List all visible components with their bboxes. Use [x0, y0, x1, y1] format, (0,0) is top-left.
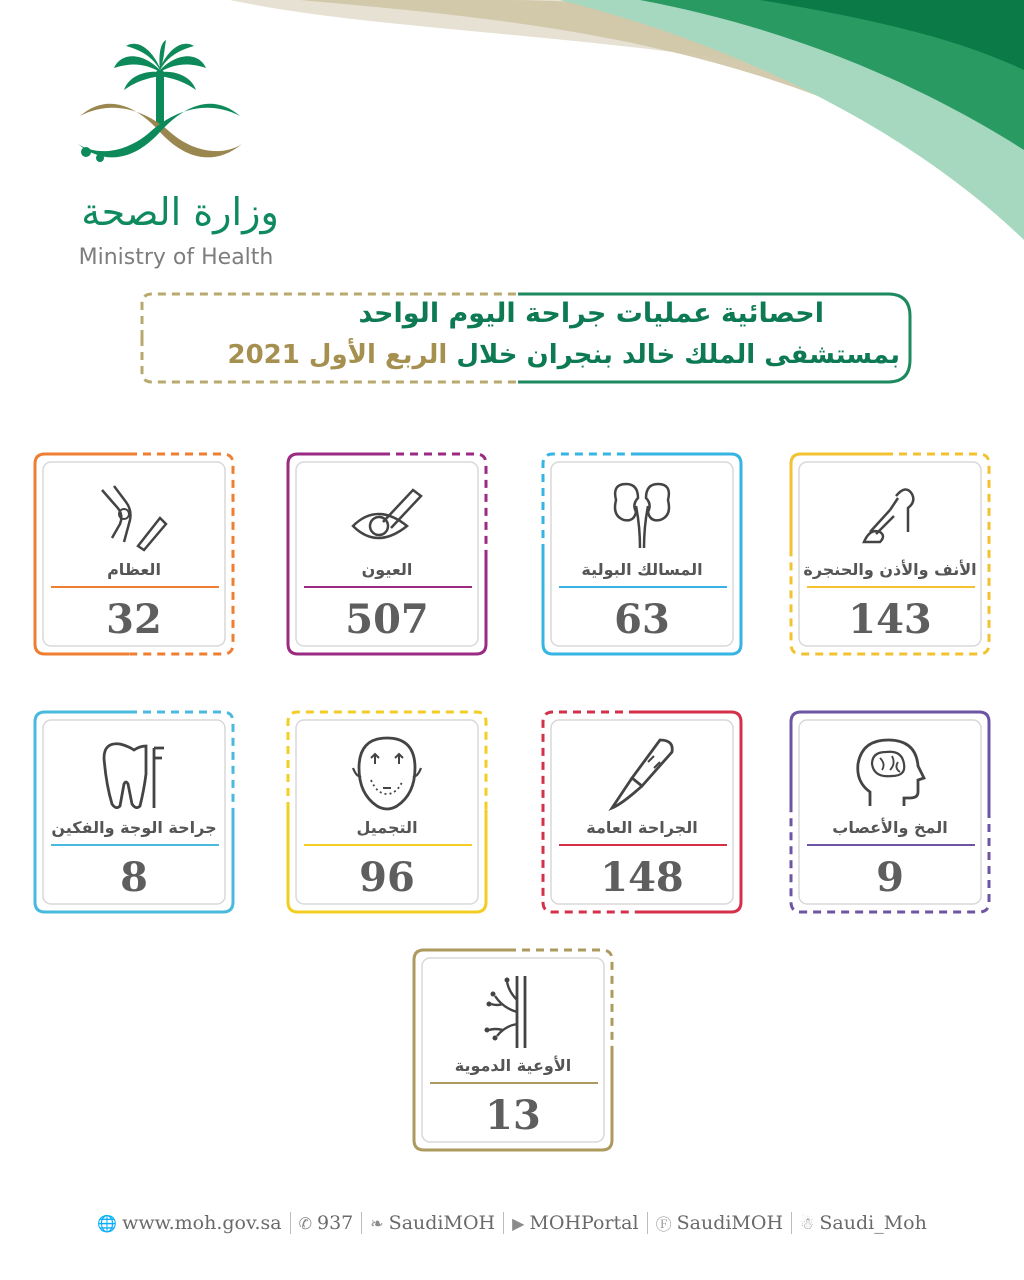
stat-value: 13 — [485, 1092, 541, 1139]
stat-label: المسالك البولية — [581, 560, 703, 579]
brain-head-icon — [850, 734, 930, 814]
phone-text: 937 — [317, 1212, 354, 1234]
footer-website[interactable] — [97, 1212, 281, 1234]
ministry-name-arabic: وزارة الصحة — [81, 190, 279, 234]
footer-facebook[interactable] — [656, 1212, 783, 1235]
footer-phone[interactable] — [299, 1212, 354, 1234]
footer-snapchat[interactable] — [800, 1212, 927, 1234]
stat-value: 32 — [106, 596, 162, 643]
eye-surgery-icon — [347, 476, 427, 556]
footer-separator — [503, 1212, 504, 1234]
stat-value: 9 — [876, 854, 904, 901]
footer-separator — [647, 1212, 648, 1234]
stat-value: 507 — [345, 596, 429, 643]
stat-divider — [51, 844, 219, 846]
footer-separator — [290, 1212, 291, 1234]
website-text: www.moh.gov.sa — [122, 1212, 282, 1234]
twitter-icon: ❧ — [370, 1213, 384, 1233]
stat-label: جراحة الوجة والفكين — [51, 818, 217, 837]
footer-separator — [791, 1212, 792, 1234]
stat-card-vascular — [408, 944, 618, 1156]
stat-label: الأوعية الدموية — [454, 1056, 572, 1075]
ministry-logo — [40, 40, 280, 270]
title-box — [128, 290, 914, 386]
stat-value: 148 — [600, 854, 684, 901]
snapchat-icon: ☃ — [800, 1213, 815, 1233]
knee-bone-icon — [94, 476, 174, 556]
stat-card-general-surgery — [537, 706, 747, 918]
stat-label: العظام — [107, 560, 161, 579]
stat-divider — [559, 844, 727, 846]
globe-icon: 🌐 — [97, 1213, 118, 1233]
stat-divider — [304, 586, 472, 588]
facebook-icon: Ⓕ — [655, 1214, 672, 1234]
blood-vessel-icon — [473, 972, 553, 1052]
stat-divider — [304, 844, 472, 846]
ent-instrument-icon — [850, 476, 930, 556]
stat-label: المخ والأعصاب — [832, 818, 948, 837]
phone-icon: ✆ — [298, 1213, 312, 1233]
stat-divider — [51, 586, 219, 588]
stat-divider — [559, 586, 727, 588]
face-contour-icon — [347, 734, 427, 814]
stat-value: 8 — [120, 854, 148, 901]
stat-card-urology — [537, 448, 747, 660]
stat-label: الجراحة العامة — [586, 818, 698, 837]
tooth-icon — [94, 734, 174, 814]
scalpel-icon — [602, 734, 682, 814]
stat-card-ophthalmology — [282, 448, 492, 660]
title-subheading-period: الربع الأول 2021 — [227, 340, 448, 370]
footer-twitter[interactable] — [370, 1212, 495, 1234]
palm-swords-emblem-icon — [70, 40, 250, 180]
stat-card-cosmetic — [282, 706, 492, 918]
stat-label: الأنف والأذن والحنجرة — [803, 560, 977, 579]
stat-card-ent — [785, 448, 995, 660]
snapchat-text: Saudi_Moh — [819, 1212, 927, 1234]
footer-youtube[interactable] — [512, 1212, 639, 1234]
stat-card-maxillofacial — [29, 706, 239, 918]
kidneys-icon — [602, 476, 682, 556]
twitter-text: SaudiMOH — [388, 1212, 496, 1234]
stat-value: 143 — [848, 596, 932, 643]
title-subheading — [228, 340, 901, 370]
stat-value: 96 — [359, 854, 415, 901]
youtube-icon: ▶ — [512, 1213, 525, 1233]
stat-divider — [807, 844, 975, 846]
stat-divider — [807, 586, 975, 588]
stat-label: العيون — [361, 560, 413, 579]
stat-card-orthopedics — [29, 448, 239, 660]
stat-label: التجميل — [356, 818, 418, 837]
stat-divider — [430, 1082, 598, 1084]
footer-separator — [361, 1212, 362, 1234]
stat-card-neurology — [785, 706, 995, 918]
footer-contacts — [0, 1208, 1024, 1238]
youtube-text: MOHPortal — [529, 1212, 639, 1234]
title-heading: احصائية عمليات جراحة اليوم الواحد — [358, 298, 824, 329]
ministry-name-english: Ministry of Health — [78, 245, 274, 270]
title-subheading-hospital: بمستشفى الملك خالد بنجران خلال — [456, 340, 900, 370]
stat-value: 63 — [614, 596, 670, 643]
facebook-text: SaudiMOH — [676, 1212, 784, 1234]
